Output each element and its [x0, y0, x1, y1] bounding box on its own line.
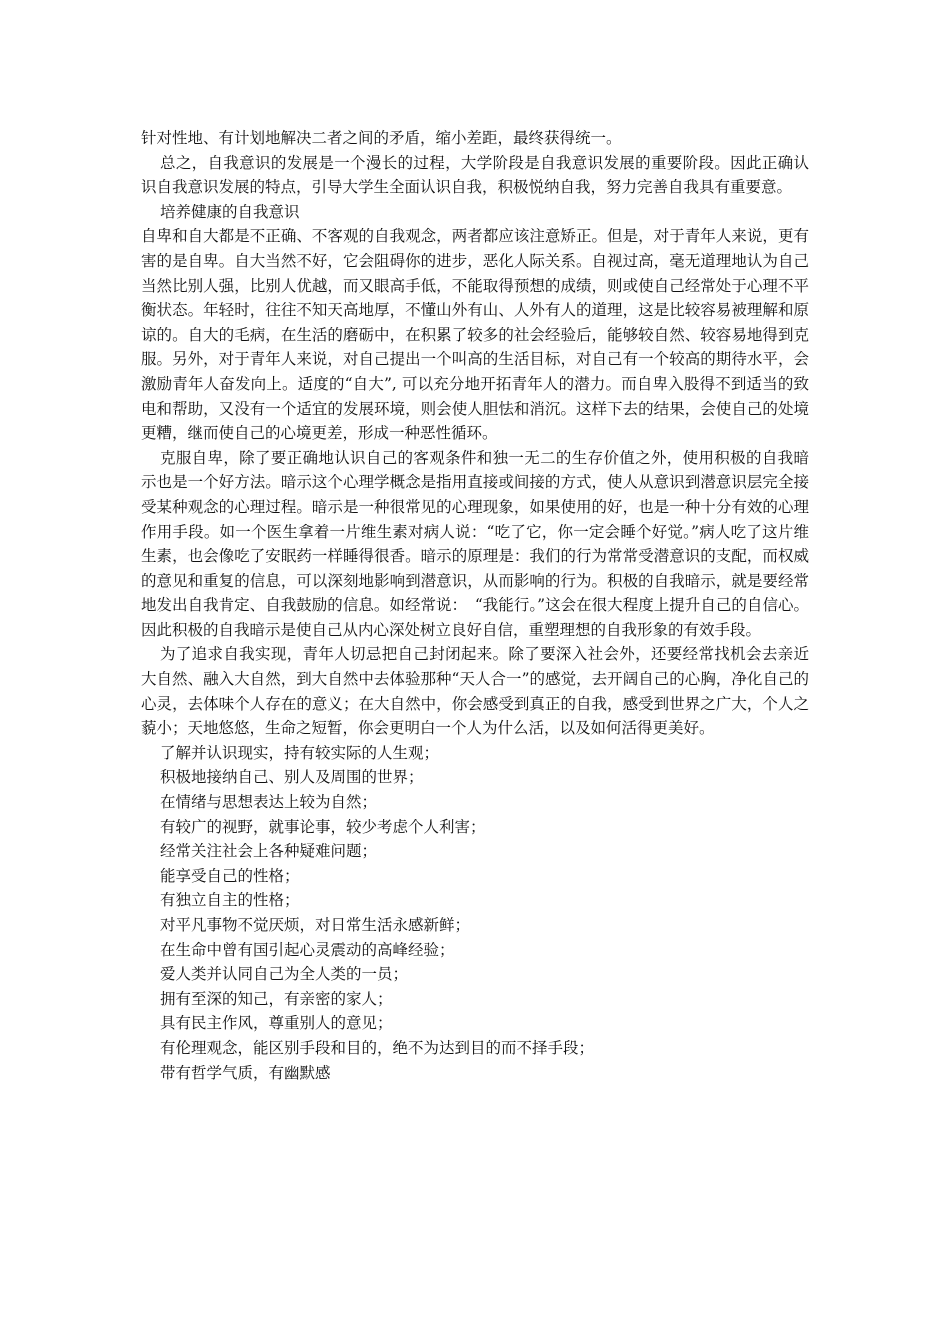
paragraph-conflict-resolution: 针对性地、有计划地解决二者之间的矛盾，缩小差距，最终获得统一。 [141, 129, 622, 147]
paragraph-summary: 总之，自我意识的发展是一个漫长的过程，大学阶段是自我意识发展的重要阶段。因此正确认识自我意识发展的特点，引导大学生全面认识自我，积极悦纳自我，努力完善自我具有重要意。 [141, 153, 809, 197]
paragraph-self-realization: 为了追求自我实现，青年人切忌把自己封闭起来。除了要深入社会外，还要经常找机会去亲近大自然、融入大自然，到大自然中去体验那种“天人合一”的感觉，去开阔自己的心胸，净化自己的心灵，去体味个人存在的意义；在大自然中，你会感受到真正的自我，感受到世界之广大，个人之藐小；天地悠悠，生命之短暂，你会更明白一个人为什么活，以及如何活得更美好。 [141, 645, 809, 738]
list-item: 经常关注社会上各种疑难问题； [160, 842, 378, 861]
list-item: 有伦理观念，能区别手段和目的，绝不为达到目的而不择手段； [160, 1038, 595, 1057]
traits-list [141, 741, 809, 1085]
document-page [141, 126, 809, 1085]
paragraph-self-suggestion: 克服自卑，除了要正确地认识自己的客观条件和独一无二的生存价值之外，使用积极的自我暗示也是一个好方法。暗示这个心理学概念是指用直接或间接的方式，使人从意识到潜意识层完全接受某种观念的心理过程。暗示是一种很常见的心理现象，如果使用的好，也是一种十分有效的心理作用手段。如一个医生拿着一片维生素对病人说：“吃了它，你一定会睡个好觉。”病人吃了这片维生素，也会像吃了安眠药一样睡得很香。暗示的原理是：我们的行为常常受潜意识的支配，而权威的意见和重复的信息，可以深刻地影响到潜意识，从而影响的行为。积极的自我暗示，就是要经常地发出自我肯定、自我鼓励的信息。如经常说： “我能行。”这会在很大程度上提升自己的自信心。因此积极的自我暗示是使自己从内心深处树立良好自信，重塑理想的自我形象的有效手段。 [141, 448, 809, 639]
list-item: 能享受自己的性格； [160, 866, 300, 885]
list-item: 对平凡事物不觉厌烦，对日常生活永感新鲜； [160, 916, 471, 934]
section-heading: 培养健康的自我意识 [160, 202, 300, 221]
list-item: 有较广的视野，就事论事，较少考虑个人利害； [160, 817, 486, 836]
list-item: 拥有至深的知己，有亲密的家人； [160, 989, 393, 1008]
list-item: 在情绪与思想表达上较为自然； [160, 793, 378, 812]
list-item: 了解并认识现实，持有较实际的人生观； [160, 743, 440, 762]
list-item: 带有哲学气质，有幽默感 [160, 1063, 331, 1082]
list-item: 具有民主作风，尊重别人的意见； [160, 1014, 393, 1033]
list-item: 爱人类并认同自己为全人类的一员； [160, 965, 409, 984]
list-item: 有独立自主的性格； [160, 891, 300, 910]
list-item: 积极地接纳自己、别人及周围的世界； [160, 768, 424, 787]
list-item: 在生命中曾有国引起心灵震动的高峰经验； [160, 940, 455, 959]
paragraph-inferiority-arrogance: 自卑和自大都是不正确、不客观的自我观念，两者都应该注意矫正。但是，对于青年人来说，更有害的是自卑。自大当然不好，它会阻碍你的进步，恶化人际关系。自视过高，毫无道理地认为自己当然比别人强，比别人优越，而又眼高手低，不能取得预想的成绩，则或使自己经常处于心理不平衡状态。年轻时，往往不知天高地厚，不懂山外有山、人外有人的道理，这是比较容易被理解和原谅的。自大的毛病，在生活的磨砺中，在积累了较多的社会经验后，能够较自然、较容易地得到克服。另外，对于青年人来说，对自己提出一个叫高的生活目标，对自己有一个较高的期待水平，会激励青年人奋发向上。适度的“自大”, 可以充分地开拓青年人的潜力。而自卑入股得不到适当的致电和帮助，又没有一个适宜的发展环境，则会使人胆怯和消沉。这样下去的结果，会使自己的处境更糟，继而使自己的心境更差，形成一种恶性循环。 [141, 227, 809, 443]
